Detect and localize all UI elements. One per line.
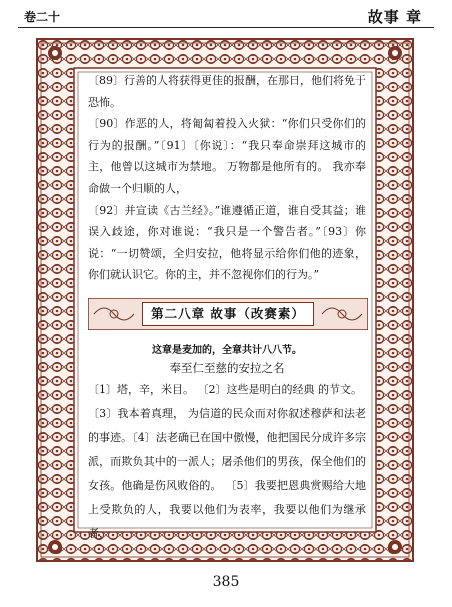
page-number: 385 xyxy=(212,574,240,590)
chapter-banner xyxy=(88,298,368,330)
verse-paragraph: 〔90〕作恶的人，将匍匐着投入火狱：“你们只受你们的行为的报酬。”〔91〕〔你说〕：“我只奉命崇拜这城市的主，他曾以这城市为禁地。 万物都是他所有的。 我亦奉命做一个归顺的人， xyxy=(88,117,366,195)
volume-label: 卷二十 xyxy=(24,10,61,24)
chapter-header-title: 故事 章 xyxy=(367,8,422,26)
basmala: 奉至仁至慈的安拉之名 xyxy=(169,361,285,375)
verse-paragraph: 〔3〕我本着真理， 为信道的民众而对你叙述穆萨和法老的事迹。〔4〕法老确已在国中傲慢，他把国民分成许多宗派，而欺负其中的一派人；屠杀他们的男孩，保全他们的女孩。他确是伤风败俗的。 〔5〕我要把恩典赏赐给大地上受欺负的人，我要以他们为表率，我要以他们为继承者， xyxy=(88,407,366,540)
verse-paragraph: 〔92〕并宣读《古兰经》。”谁遵循正道，谁自受其益；谁误入歧途，你对谁说：“我只是一个警告者。”〔93〕你说：“一切赞颂，全归安拉，他将显示给你们他的迹象，你们就认识它。你的主，并不忽视你们的行为。” xyxy=(88,203,366,282)
header-rule xyxy=(18,27,434,28)
bottom-text-block xyxy=(88,378,366,546)
top-text-block xyxy=(88,70,366,286)
chapter-banner-title: 第二八章 故事（改赛素） xyxy=(142,302,314,326)
chapter-note: 这章是麦加的，全章共计八八节。 xyxy=(152,345,302,356)
verse-paragraph: 〔1〕塔，辛，米目。 〔2〕这些是明白的经典 的节文。 xyxy=(88,383,362,396)
verse-paragraph: 〔89〕行善的人将获得更佳的报酬，在那日，他们将免于恐怖。 xyxy=(88,74,366,109)
